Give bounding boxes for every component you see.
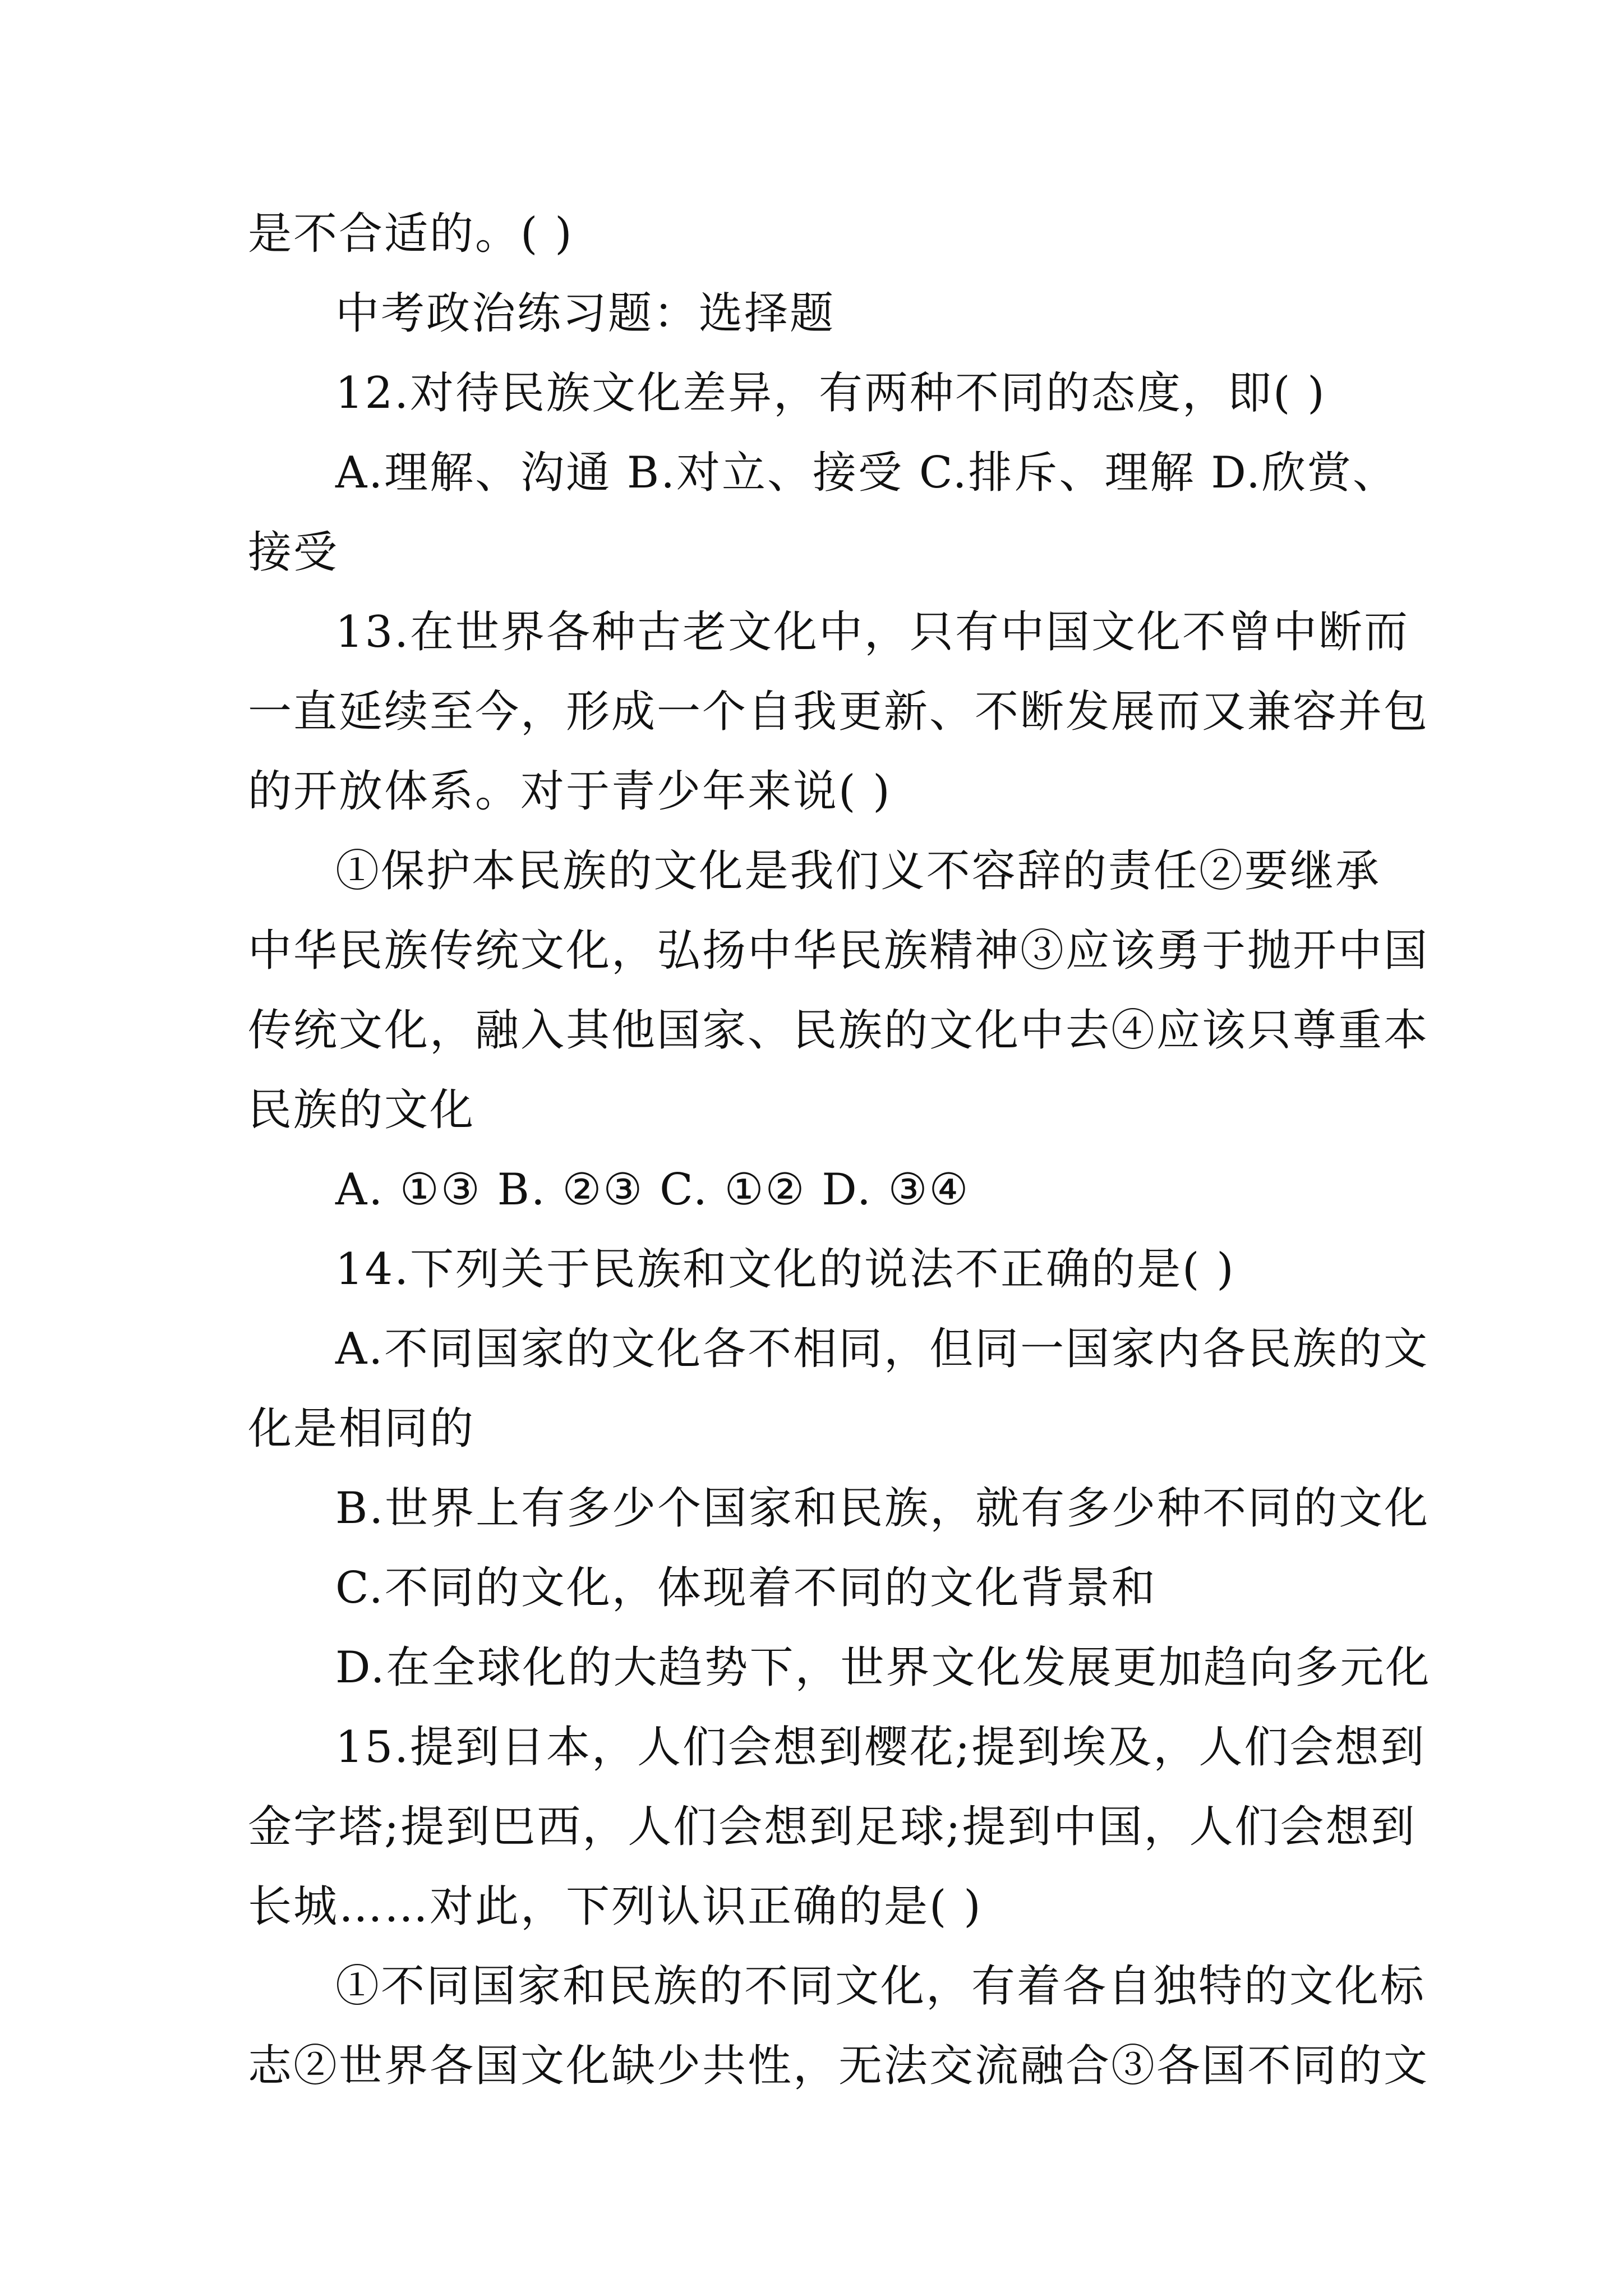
text-line: 的开放体系。对于青少年来说( ): [248, 766, 892, 817]
question-14-option-a: A.不同国家的文化各不相同，但同一国家内各民族的文: [335, 1324, 1430, 1374]
text-line: 是不合适的。( ): [248, 209, 574, 259]
question-12-options: A.理解、沟通 B.对立、接受 C.排斥、理解 D.欣赏、: [335, 448, 1398, 498]
question-15: 15.提到日本，人们会想到樱花;提到埃及，人们会想到: [335, 1722, 1426, 1773]
question-15-statements: ①不同国家和民族的不同文化，有着各自独特的文化标: [335, 1961, 1426, 2012]
question-13-statements: ①保护本民族的文化是我们义不容辞的责任②要继承: [335, 846, 1381, 896]
text-line: 化是相同的: [248, 1404, 476, 1454]
text-line: 接受: [248, 527, 339, 578]
question-12: 12.对待民族文化差异，有两种不同的态度，即( ): [335, 368, 1326, 418]
question-14: 14.下列关于民族和文化的说法不正确的是( ): [335, 1244, 1235, 1295]
section-heading: 中考政治练习题：选择题: [335, 288, 836, 339]
text-line: 志②世界各国文化缺少共性，无法交流融合③各国不同的文: [248, 2041, 1430, 2091]
question-13: 13.在世界各种古老文化中，只有中国文化不曾中断而: [335, 607, 1410, 657]
question-14-option-c: C.不同的文化，体现着不同的文化背景和: [335, 1563, 1157, 1613]
text-line: 中华民族传统文化，弘扬中华民族精神③应该勇于抛开中国: [248, 926, 1430, 976]
text-line: 金字塔;提到巴西，人们会想到足球;提到中国，人们会想到: [248, 1802, 1417, 1852]
text-line: 民族的文化: [248, 1085, 476, 1135]
text-line: 一直延续至今，形成一个自我更新、不断发展而又兼容并包: [248, 687, 1430, 737]
question-14-option-d: D.在全球化的大趋势下，世界文化发展更加趋向多元化: [335, 1642, 1431, 1693]
question-13-options: A. ①③ B. ②③ C. ①② D. ③④: [335, 1165, 970, 1215]
question-14-option-b: B.世界上有多少个国家和民族，就有多少种不同的文化: [335, 1483, 1430, 1534]
text-line: 传统文化，融入其他国家、民族的文化中去④应该只尊重本: [248, 1005, 1430, 1056]
text-line: 长城……对此，下列认识正确的是( ): [248, 1881, 983, 1932]
